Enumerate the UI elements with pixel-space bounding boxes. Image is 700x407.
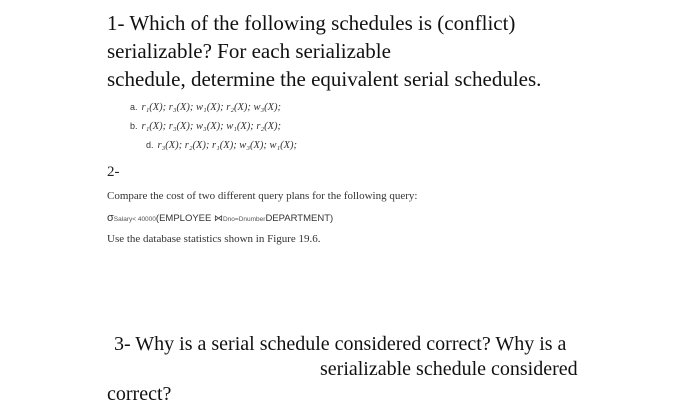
schedule-b-text: r₁(X); r₃(X); w₃(X); w₁(X); r₂(X); <box>141 121 282 132</box>
q2-number: 2- <box>107 164 120 180</box>
q1-line3: schedule, determine the equivalent serial schedules. <box>107 67 542 91</box>
q1-line1: 1- Which of the following schedules is (conflict) <box>107 11 516 35</box>
q2-query <box>107 212 333 224</box>
sigma-symbol: σ <box>107 212 114 224</box>
schedule-d-label: d. <box>146 140 154 150</box>
selection-condition: Salary< 40000 <box>113 216 156 223</box>
schedule-b <box>130 121 281 132</box>
schedule-a-text: r₁(X); r₃(X); w₁(X); r₂(X); w₃(X); <box>141 102 282 113</box>
join-condition: Dno=Dnumber <box>222 216 266 223</box>
q1-line2: serializable? For each serializable <box>107 39 391 63</box>
q3-line3: correct? <box>107 383 172 405</box>
q2-prompt: Compare the cost of two different query plans for the following query: <box>107 190 418 202</box>
q2-note: Use the database statistics shown in Figure 19.6. <box>107 233 321 245</box>
q3-line1: 3- Why is a serial schedule considered correct? Why is a <box>114 333 567 355</box>
relation-department: DEPARTMENT) <box>265 213 334 224</box>
relation-employee: (EMPLOYEE <box>155 213 212 224</box>
schedule-a-label: a. <box>130 102 138 112</box>
join-symbol: ⋈ <box>213 213 223 223</box>
schedule-b-label: b. <box>130 121 138 131</box>
schedule-d-text: r₃(X); r₂(X); r₁(X); w₃(X); w₁(X); <box>157 140 298 151</box>
schedule-a <box>130 102 281 113</box>
q3-line2: serializable schedule considered <box>320 358 578 380</box>
schedule-d <box>146 140 297 151</box>
